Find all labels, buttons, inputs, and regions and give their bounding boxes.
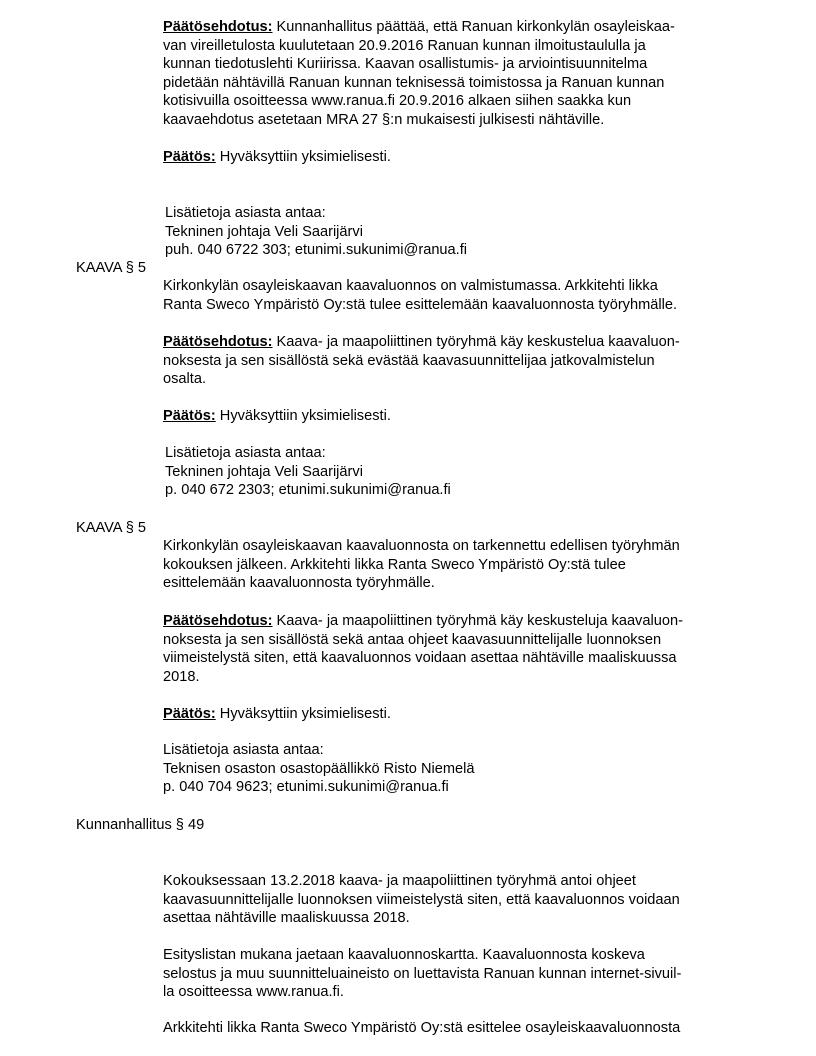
body-paragraph-4a: Kokouksessaan 13.2.2018 kaava- ja maapoliittinen työryhmä antoi ohjeet kaavasuunnittelijalle luonnoksen viimeistelystä siten, että kaavaluonnos voidaan asettaa nähtäville maaliskuussa 2018. bbox=[163, 873, 680, 927]
decision-paragraph-3 bbox=[163, 705, 743, 724]
decision-text: Hyväksyttiin yksimielisesti. bbox=[215, 706, 391, 722]
contact-info-1: Lisätietoja asiasta antaa: Tekninen johtaja Veli Saarijärvi puh. 040 6722 303; etunimi.sukunimi@ranua.fi bbox=[165, 205, 468, 259]
decision-label: Päätös: bbox=[163, 408, 216, 424]
body-paragraph-4c: Arkkitehti likka Ranta Sweco Ympäristö Oy:stä esittelee osayleiskaavaluonnosta bbox=[163, 1020, 681, 1036]
proposal-text: Kaava- ja maapoliittinen työryhmä käy keskusteluja kaavaluon- noksesta ja sen sisällöstä sekä antaa ohjeet kaavasuunnittelijalle luonnoksen viimeistelystä siten, että kaavaluonnos voidaan asettaa nähtäville maaliskuussa 2018. bbox=[163, 613, 683, 685]
proposal-text: Kaava- ja maapoliittinen työryhmä käy keskustelua kaavaluon- noksesta ja sen sisällöstä sekä evästää kaavasuunnittelijaa jatkovalmistelun osalta. bbox=[163, 334, 680, 388]
body-paragraph-3: Kirkonkylän osayleiskaavan kaavaluonnosta on tarkennettu edellisen työryhmän kokouksen jälkeen. Arkkitehti likka Ranta Sweco Ympäristö Oy:stä tulee esittelemään kaavaluonnosta työryhmälle. bbox=[163, 538, 680, 592]
proposal-paragraph-2 bbox=[163, 333, 743, 389]
body-paragraph-2: Kirkonkylän osayleiskaavan kaavaluonnos on valmistumassa. Arkkitehti likka Ranta Sweco Ympäristö Oy:stä tulee esittelemään kaavaluonnosta työryhmälle. bbox=[163, 278, 678, 313]
proposal-label: Päätösehdotus: bbox=[163, 613, 273, 629]
decision-label: Päätös: bbox=[163, 149, 216, 165]
proposal-label: Päätösehdotus: bbox=[163, 334, 273, 350]
section-heading-2: KAAVA § 5 bbox=[76, 260, 147, 276]
proposal-paragraph-1 bbox=[163, 18, 743, 130]
proposal-label: Päätösehdotus: bbox=[163, 19, 273, 35]
proposal-text: Kunnanhallitus päättää, että Ranuan kirkonkylän osayleiskaa- van vireilletulosta kuulutetaan 20.9.2016 Ranuan kunnan ilmoitustaululla ja kunnan tiedotuslehti Kuriirissa. Kaavan osallistumis- ja arviointisuunnitelma pidetään nähtävillä Ranuan kunnan teknisessä toimistossa ja Ranuan kunnan kotisivuilla osoitteessa www.ranua.fi 20.9.2016 alkaen siihen saakka kun kaavaehdotus asetetaan MRA 27 §:n mukaisesti julkisesti nähtäville. bbox=[163, 19, 675, 128]
section-heading-4: Kunnanhallitus § 49 bbox=[76, 817, 205, 833]
proposal-paragraph-3 bbox=[163, 612, 743, 686]
decision-text: Hyväksyttiin yksimielisesti. bbox=[215, 408, 391, 424]
decision-paragraph-2 bbox=[163, 407, 743, 426]
decision-text: Hyväksyttiin yksimielisesti. bbox=[215, 149, 391, 165]
section-heading-3: KAAVA § 5 bbox=[76, 520, 147, 536]
contact-info-3: Lisätietoja asiasta antaa: Teknisen osaston osastopäällikkö Risto Niemelä p. 040 704 9623; etunimi.sukunimi@ranua.fi bbox=[163, 742, 475, 796]
contact-info-2: Lisätietoja asiasta antaa: Tekninen johtaja Veli Saarijärvi p. 040 672 2303; etunimi.sukunimi@ranua.fi bbox=[165, 445, 451, 499]
decision-label: Päätös: bbox=[163, 706, 216, 722]
decision-paragraph-1 bbox=[163, 148, 743, 167]
body-paragraph-4b: Esityslistan mukana jaetaan kaavaluonnoskartta. Kaavaluonnosta koskeva selostus ja muu suunnitteluaineisto on luettavista Ranuan kunnan internet-sivuil- la osoitteessa www.ranua.fi. bbox=[163, 947, 682, 1001]
